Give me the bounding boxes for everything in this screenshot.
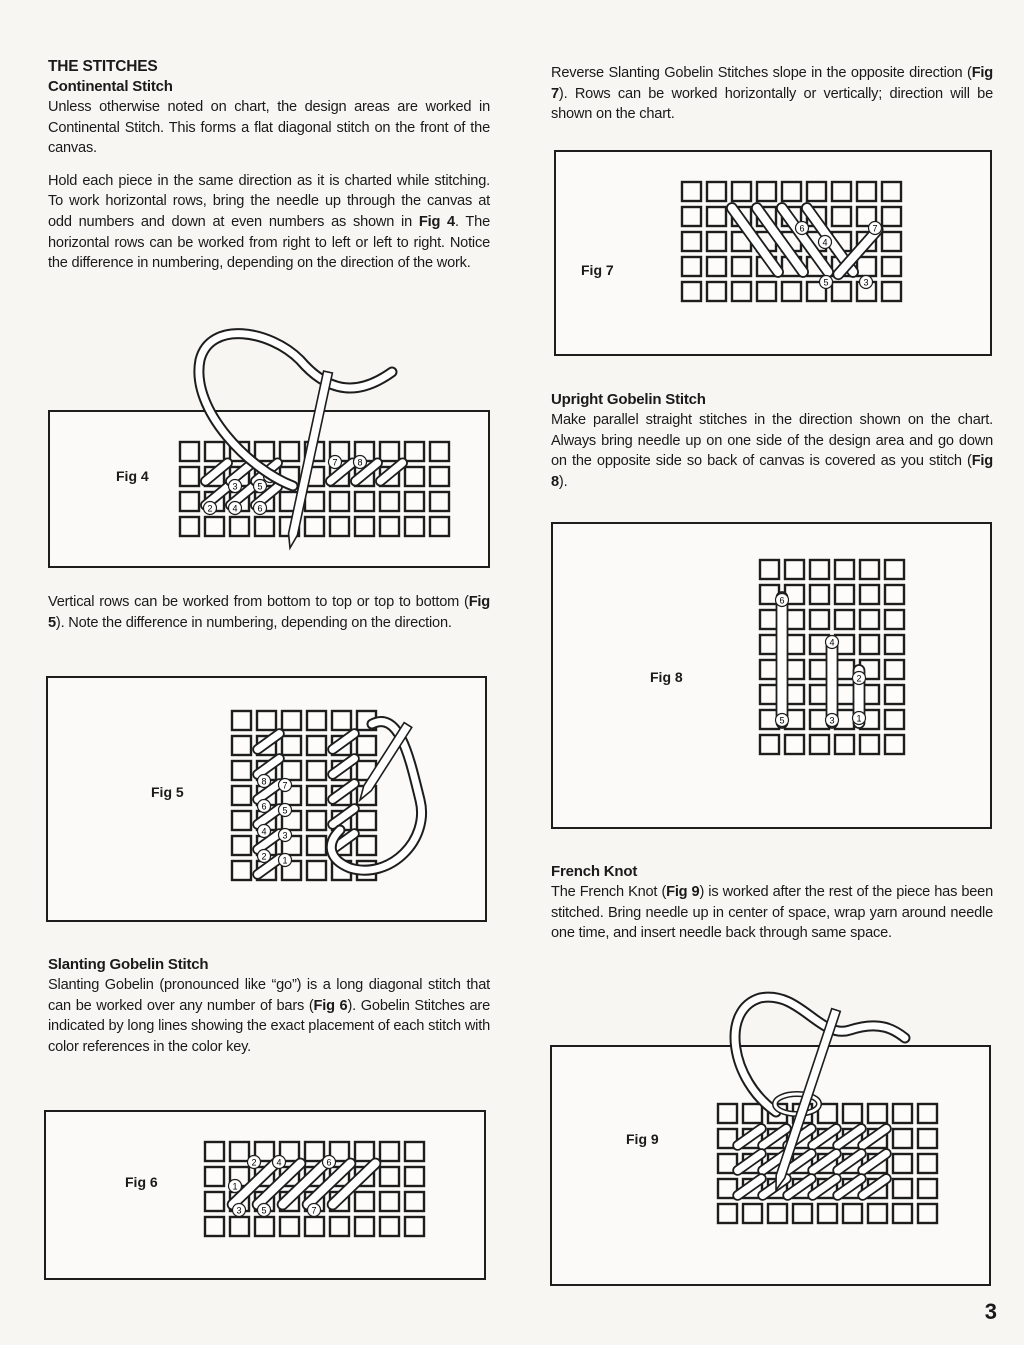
- figure-8-hole: [885, 610, 904, 629]
- figure-9-label: Fig 9: [626, 1131, 659, 1147]
- figure-4-hole: [180, 467, 199, 486]
- figure-8-hole: [860, 585, 879, 604]
- figure-6-number: 7: [311, 1205, 317, 1216]
- figure-4-number: 3: [232, 481, 238, 492]
- figure-6-number: 1: [232, 1181, 238, 1192]
- figure-6-hole: [380, 1167, 399, 1186]
- figure-8-hole: [785, 735, 804, 754]
- figure-5-hole: [232, 761, 251, 780]
- figure-4-hole: [255, 442, 274, 461]
- figure-5-number: 4: [261, 826, 267, 837]
- figure-5-hole: [307, 861, 326, 880]
- figure-9-hole: [768, 1204, 787, 1223]
- figure-8-hole: [860, 560, 879, 579]
- figure-6-diagram: [205, 1142, 424, 1236]
- figure-6-hole: [305, 1142, 324, 1161]
- figure-5-number: 6: [261, 801, 267, 812]
- figure-8-hole: [885, 710, 904, 729]
- upright-paragraph: Make parallel straight stitches in the direction shown on the chart. Always bring needle up on one side of the design area and go down on the opposite side so back of canvas is covered as you stitch (Fig 8).: [551, 412, 993, 490]
- figure-6-hole: [380, 1217, 399, 1236]
- figure-4-hole: [180, 517, 199, 536]
- figure-4-number: 6: [257, 503, 263, 514]
- figure-4-hole: [405, 492, 424, 511]
- figure-6-label: Fig 6: [125, 1174, 158, 1190]
- figure-7-hole: [782, 282, 801, 301]
- figure-9-hole: [918, 1154, 937, 1173]
- figure-9-hole: [893, 1154, 912, 1173]
- figure-8-number: 1: [856, 713, 862, 724]
- figure-7-hole: [732, 182, 751, 201]
- figure-7-hole: [882, 207, 901, 226]
- figure-9-diagram: [718, 997, 937, 1223]
- figure-6-hole: [205, 1167, 224, 1186]
- figure-5-hole: [282, 761, 301, 780]
- figure-6-hole: [380, 1192, 399, 1211]
- figure-8-number: 3: [829, 715, 835, 726]
- figure-7-hole: [857, 182, 876, 201]
- figure-6-hole: [205, 1192, 224, 1211]
- french-paragraph: The French Knot (Fig 9) is worked after the rest of the piece has been stitched. Bring needle up in center of space, wrap yarn around needle one time, and insert needle back through same space.: [551, 884, 993, 942]
- figure-9-hole: [918, 1129, 937, 1148]
- figure-4-hole: [205, 517, 224, 536]
- figure-7-hole: [707, 282, 726, 301]
- figure-5-hole: [257, 711, 276, 730]
- figure-4-hole: [355, 492, 374, 511]
- figure-5-hole: [232, 736, 251, 755]
- figure-7-hole: [882, 282, 901, 301]
- figure-8-number: 2: [856, 673, 862, 684]
- figure-7-number: 4: [822, 237, 828, 248]
- figure-4-hole: [205, 442, 224, 461]
- figure-7-hole: [732, 282, 751, 301]
- figure-5-number: 2: [261, 851, 267, 862]
- figure-5-label: Fig 5: [151, 784, 184, 800]
- figure-4-hole: [430, 442, 449, 461]
- figure-8-diagram: [760, 560, 904, 754]
- figure-5-hole: [307, 836, 326, 855]
- figure-4-number: 5: [257, 481, 263, 492]
- figure-4-hole: [230, 517, 249, 536]
- figure-6-hole: [355, 1217, 374, 1236]
- figure-7-hole: [882, 182, 901, 201]
- figure-8-number: 6: [779, 595, 785, 606]
- figure-7-hole: [707, 207, 726, 226]
- figure-8-hole: [785, 560, 804, 579]
- figure-4-hole: [330, 492, 349, 511]
- figure-7-hole: [682, 282, 701, 301]
- figure-5-hole: [232, 786, 251, 805]
- figure-7-hole: [832, 207, 851, 226]
- figure-5-hole: [307, 761, 326, 780]
- figure-7-hole: [832, 182, 851, 201]
- figure-4-hole: [355, 517, 374, 536]
- figure-8-hole: [810, 560, 829, 579]
- figure-4-hole: [405, 442, 424, 461]
- figure-7-hole: [807, 182, 826, 201]
- figure-6-hole: [405, 1142, 424, 1161]
- figure-4-hole: [330, 517, 349, 536]
- figure-8-hole: [860, 635, 879, 654]
- figure-5-hole: [307, 786, 326, 805]
- figure-4-number: 7: [332, 457, 338, 468]
- figure-8-hole: [810, 735, 829, 754]
- figure-7-hole: [757, 182, 776, 201]
- figure-9-hole: [818, 1204, 837, 1223]
- figure-8-hole: [885, 560, 904, 579]
- figure-9-hole: [918, 1104, 937, 1123]
- figure-7-number: 6: [799, 223, 805, 234]
- figure-5-hole: [232, 861, 251, 880]
- figure-6-hole: [355, 1142, 374, 1161]
- figure-8-hole: [835, 560, 854, 579]
- figure-6-number: 3: [236, 1205, 242, 1216]
- figure-8-hole: [835, 610, 854, 629]
- slanting-paragraph: Slanting Gobelin (pronounced like “go”) is a long diagonal stitch that can be worked over any number of bars (Fig 6). Gobelin Stitches are indicated by long lines showing the exact placement of each stitch with color references in the color key.: [48, 977, 490, 1055]
- figure-4-hole: [380, 492, 399, 511]
- figure-9-hole: [893, 1104, 912, 1123]
- continental-title: Continental Stitch: [48, 78, 173, 95]
- figure-8-hole: [835, 585, 854, 604]
- figure-8-hole: [810, 585, 829, 604]
- figure-4-hole: [180, 442, 199, 461]
- figure-7-hole: [832, 282, 851, 301]
- figure-5-hole: [232, 711, 251, 730]
- figure-8-hole: [860, 610, 879, 629]
- figure-7-hole: [707, 232, 726, 251]
- figure-5-hole: [357, 811, 376, 830]
- figure-5-hole: [357, 836, 376, 855]
- figure-4-number: 1: [267, 471, 273, 482]
- figure-4-hole: [430, 492, 449, 511]
- figure-9-hole: [718, 1204, 737, 1223]
- figure-6-number: 4: [276, 1157, 282, 1168]
- figure-9-hole: [893, 1179, 912, 1198]
- figure-5-hole: [232, 836, 251, 855]
- figure-7-hole: [682, 257, 701, 276]
- continental-paragraph-2: Hold each piece in the same direction as it is charted while stitching. To work horizontal rows, bring the needle up through the canvas at odd numbers and down at even numbers as shown in Fig 4. The horizontal rows can be worked from right to left or left to right. Notice the difference in numbering, depending on the direction of the work.: [48, 172, 490, 272]
- figure-5-number: 5: [282, 805, 288, 816]
- figure-6-hole: [330, 1217, 349, 1236]
- page-number: 3: [984, 1299, 997, 1324]
- figure-4-hole: [405, 517, 424, 536]
- figure-6-hole: [205, 1217, 224, 1236]
- slanting-title: Slanting Gobelin Stitch: [48, 956, 209, 973]
- figure-8-hole: [860, 735, 879, 754]
- figure-6-hole: [230, 1142, 249, 1161]
- figure-7-hole: [757, 282, 776, 301]
- figure-5-number: 8: [261, 776, 267, 787]
- figure-8-hole: [835, 735, 854, 754]
- continental-paragraph-1: Unless otherwise noted on chart, the design areas are worked in Continental Stitch. This forms a flat diagonal stitch on the front of the canvas.: [48, 99, 490, 157]
- figure-7-hole: [782, 182, 801, 201]
- figure-9-hole: [793, 1204, 812, 1223]
- figure-8-number: 4: [829, 637, 835, 648]
- figure-8-label: Fig 8: [650, 669, 683, 685]
- figure-6-hole: [205, 1142, 224, 1161]
- figure-7-hole: [682, 232, 701, 251]
- figure-7-hole: [882, 257, 901, 276]
- figure-9-hole: [868, 1204, 887, 1223]
- figure-5-hole: [307, 811, 326, 830]
- figure-6-number: 2: [251, 1157, 257, 1168]
- figure-8-hole: [885, 660, 904, 679]
- figure-6-hole: [255, 1217, 274, 1236]
- figure-9-hole: [743, 1204, 762, 1223]
- page-heading: THE STITCHES: [48, 58, 158, 75]
- figure-5-diagram: [232, 711, 422, 881]
- figure-7-diagram: [682, 182, 901, 301]
- figure-7-hole: [732, 257, 751, 276]
- figure-4-hole: [380, 442, 399, 461]
- figure-9-hole: [868, 1104, 887, 1123]
- figure-6-hole: [405, 1192, 424, 1211]
- figure-8-hole: [885, 685, 904, 704]
- figure-4-label: Fig 4: [116, 468, 149, 484]
- figure-5-hole: [307, 736, 326, 755]
- figure-6-hole: [305, 1217, 324, 1236]
- figure-7-number: 5: [823, 277, 829, 288]
- figure-6-hole: [405, 1217, 424, 1236]
- figure-8-hole: [885, 585, 904, 604]
- figure-4-hole: [255, 517, 274, 536]
- figure-4-hole: [430, 517, 449, 536]
- figure-7-number: 7: [872, 223, 878, 234]
- figure-8-number: 5: [779, 715, 785, 726]
- figure-5-hole: [332, 711, 351, 730]
- figure-8-hole: [760, 735, 779, 754]
- figure-6-hole: [355, 1192, 374, 1211]
- upright-title: Upright Gobelin Stitch: [551, 391, 706, 408]
- figure-7-hole: [682, 182, 701, 201]
- figure-7-hole: [707, 182, 726, 201]
- figure-8-hole: [760, 560, 779, 579]
- figure-5-number: 7: [282, 780, 288, 791]
- reverse-paragraph: Reverse Slanting Gobelin Stitches slope in the opposite direction (Fig 7). Rows can be worked horizontally or vertically; direction will be shown on the chart.: [551, 65, 993, 123]
- figure-6-hole: [380, 1142, 399, 1161]
- figure-4-hole: [380, 517, 399, 536]
- figure-8-stitch: [777, 592, 788, 728]
- figure-9-hole: [893, 1204, 912, 1223]
- figure-9-hole: [843, 1104, 862, 1123]
- figure-5-number: 1: [282, 855, 288, 866]
- figure-6-hole: [230, 1217, 249, 1236]
- figure-9-hole: [893, 1129, 912, 1148]
- figure-5-hole: [232, 811, 251, 830]
- figure-4-number: 8: [357, 457, 363, 468]
- figure-4-hole: [405, 467, 424, 486]
- figure-5-hole: [282, 711, 301, 730]
- figure-7-hole: [857, 257, 876, 276]
- french-title: French Knot: [551, 863, 638, 880]
- figure-7-hole: [882, 232, 901, 251]
- figure-6-number: 6: [326, 1157, 332, 1168]
- figure-9-hole: [918, 1204, 937, 1223]
- figure-6-hole: [280, 1217, 299, 1236]
- figure-5-number: 3: [282, 830, 288, 841]
- figure-8-hole: [885, 635, 904, 654]
- figure-6-hole: [405, 1167, 424, 1186]
- figure-5-hole: [357, 736, 376, 755]
- figure-4-hole: [305, 492, 324, 511]
- figure-7-hole: [707, 257, 726, 276]
- figure-8-hole: [810, 610, 829, 629]
- figure-4-hole: [180, 492, 199, 511]
- figure-5-hole: [282, 736, 301, 755]
- figure-4-diagram: [180, 334, 449, 548]
- figure-5-hole: [307, 711, 326, 730]
- figure-4-number: 4: [232, 503, 238, 514]
- figure-6-number: 5: [261, 1205, 267, 1216]
- figure-4-hole: [280, 442, 299, 461]
- figure-7-label: Fig 7: [581, 262, 614, 278]
- figure-9-hole: [918, 1179, 937, 1198]
- figure-4-number: 2: [207, 503, 213, 514]
- figure-7-hole: [682, 207, 701, 226]
- vertical-rows-paragraph: Vertical rows can be worked from bottom to top or top to bottom (Fig 5). Note the difference in numbering, depending on the direction.: [48, 594, 490, 631]
- figure-4-hole: [305, 517, 324, 536]
- figure-7-number: 3: [863, 277, 869, 288]
- figure-4-hole: [430, 467, 449, 486]
- figure-9-hole: [718, 1104, 737, 1123]
- figure-9-hole: [843, 1204, 862, 1223]
- figure-8-hole: [885, 735, 904, 754]
- figure-9-hole: [743, 1104, 762, 1123]
